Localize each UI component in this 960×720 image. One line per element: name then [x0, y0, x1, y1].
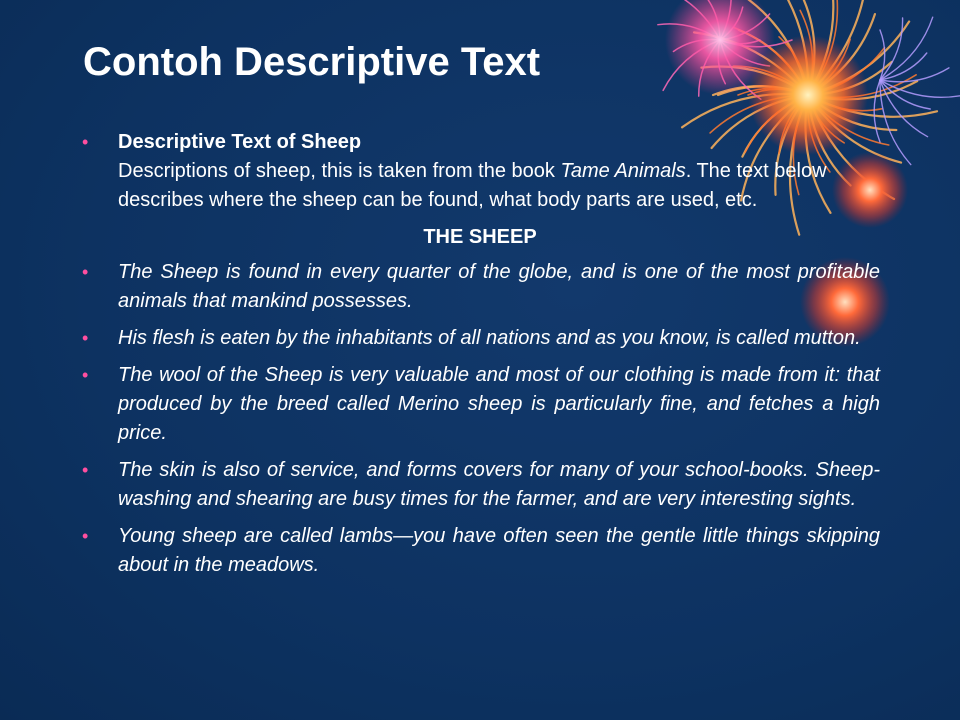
intro-text-before: Descriptions of sheep, this is taken from the book — [118, 160, 561, 182]
bullet-icon: • — [82, 526, 89, 546]
intro-item — [80, 128, 880, 215]
list-item — [80, 361, 880, 448]
bullet-icon: • — [82, 328, 89, 348]
list-item-text: The Sheep is found in every quarter of the globe, and is one of the most profitable animals that mankind possesses. — [118, 261, 880, 312]
bullet-icon: • — [82, 262, 89, 282]
list-item — [80, 456, 880, 514]
intro-text-after: . The text below describes where the sheep can be found, what body parts are used, etc. — [118, 160, 827, 211]
slide-title: Contoh Descriptive Text — [83, 40, 541, 84]
intro-description — [118, 157, 880, 215]
slide-content — [80, 128, 880, 588]
list-item-text: The wool of the Sheep is very valuable and most of our clothing is made from it: that produced by the breed called Merino sheep is particularly fine, and fetches a high price. — [118, 364, 880, 444]
intro-heading: Descriptive Text of Sheep — [118, 131, 362, 153]
list-item — [80, 522, 880, 580]
list-item-text: Young sheep are called lambs—you have often seen the gentle little things skipping about in the meadows. — [118, 525, 880, 576]
bullet-icon: • — [82, 365, 89, 385]
list-item-text: The skin is also of service, and forms covers for many of your school-books. Sheep-washing and shearing are busy times for the farmer, and are very interesting sights. — [118, 459, 880, 510]
intro-text — [118, 128, 880, 215]
list-item — [80, 258, 880, 316]
section-heading: THE SHEEP — [423, 226, 537, 248]
list-item — [80, 324, 880, 353]
book-title: Tame Animals — [560, 160, 686, 182]
list-item-text: His flesh is eaten by the inhabitants of all nations and as you know, is called mutton. — [118, 327, 861, 349]
bullet-icon: • — [82, 132, 89, 152]
bullet-icon: • — [82, 460, 89, 480]
